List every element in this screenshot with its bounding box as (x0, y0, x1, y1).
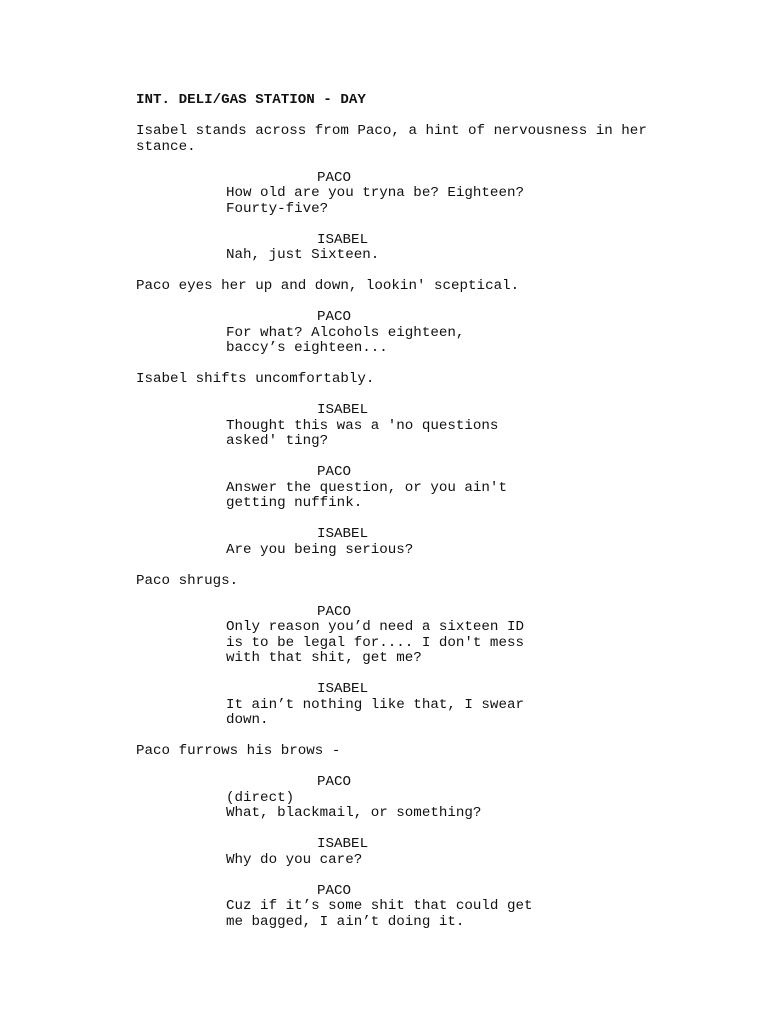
character-name: ISABEL (317, 836, 369, 852)
dialogue-line: getting nuffink. (226, 495, 363, 511)
character-name: PACO (317, 882, 352, 899)
dialogue-line: asked' ting? (226, 433, 329, 449)
dialogue-line: Only reason you’d need a sixteen ID (226, 619, 524, 635)
dialogue-line: Nah, just Sixteen. (226, 247, 380, 263)
dialogue-line: What, blackmail, or something? (226, 805, 482, 821)
dialogue-line: is to be legal for.... I don't mess (226, 634, 524, 651)
dialogue-line: It ain’t nothing like that, I swear (226, 696, 524, 713)
dialogue-line: down. (226, 712, 269, 728)
character-name: PACO (317, 169, 352, 186)
dialogue-line: baccy’s eighteen... (226, 340, 388, 356)
character-name: PACO (317, 774, 352, 790)
character-name: PACO (317, 309, 352, 325)
dialogue-line: Fourty-five? (226, 200, 329, 217)
character-name: PACO (317, 603, 352, 620)
action-line: Isabel stands across from Paco, a hint of nervousness in her (136, 123, 647, 139)
dialogue-line: with that shit, get me? (226, 650, 422, 666)
action-line: Paco furrows his brows - (136, 743, 341, 759)
parenthetical: (direct) (226, 789, 295, 806)
action-line: Isabel shifts uncomfortably. (136, 371, 375, 387)
character-name: ISABEL (317, 402, 369, 418)
scene-heading: INT. DELI/GAS STATION - DAY (136, 92, 366, 108)
dialogue-line: me bagged, I ain’t doing it. (226, 913, 465, 930)
character-name: PACO (317, 464, 352, 480)
character-name: ISABEL (317, 231, 369, 248)
action-line: Paco shrugs. (136, 572, 239, 589)
dialogue-line: How old are you tryna be? Eighteen? (226, 185, 524, 201)
dialogue-line: For what? Alcohols eighteen, (226, 324, 465, 341)
action-line: Paco eyes her up and down, lookin' sceptical. (136, 278, 520, 294)
character-name: ISABEL (317, 681, 369, 697)
character-name: ISABEL (317, 526, 369, 542)
dialogue-line: Why do you care? (226, 851, 363, 868)
dialogue-line: Answer the question, or you ain't (226, 479, 507, 496)
dialogue-line: Cuz if it’s some shit that could get (226, 898, 533, 914)
dialogue-line: Are you being serious? (226, 541, 414, 558)
action-line: stance. (136, 138, 196, 155)
dialogue-line: Thought this was a 'no questions (226, 417, 499, 434)
